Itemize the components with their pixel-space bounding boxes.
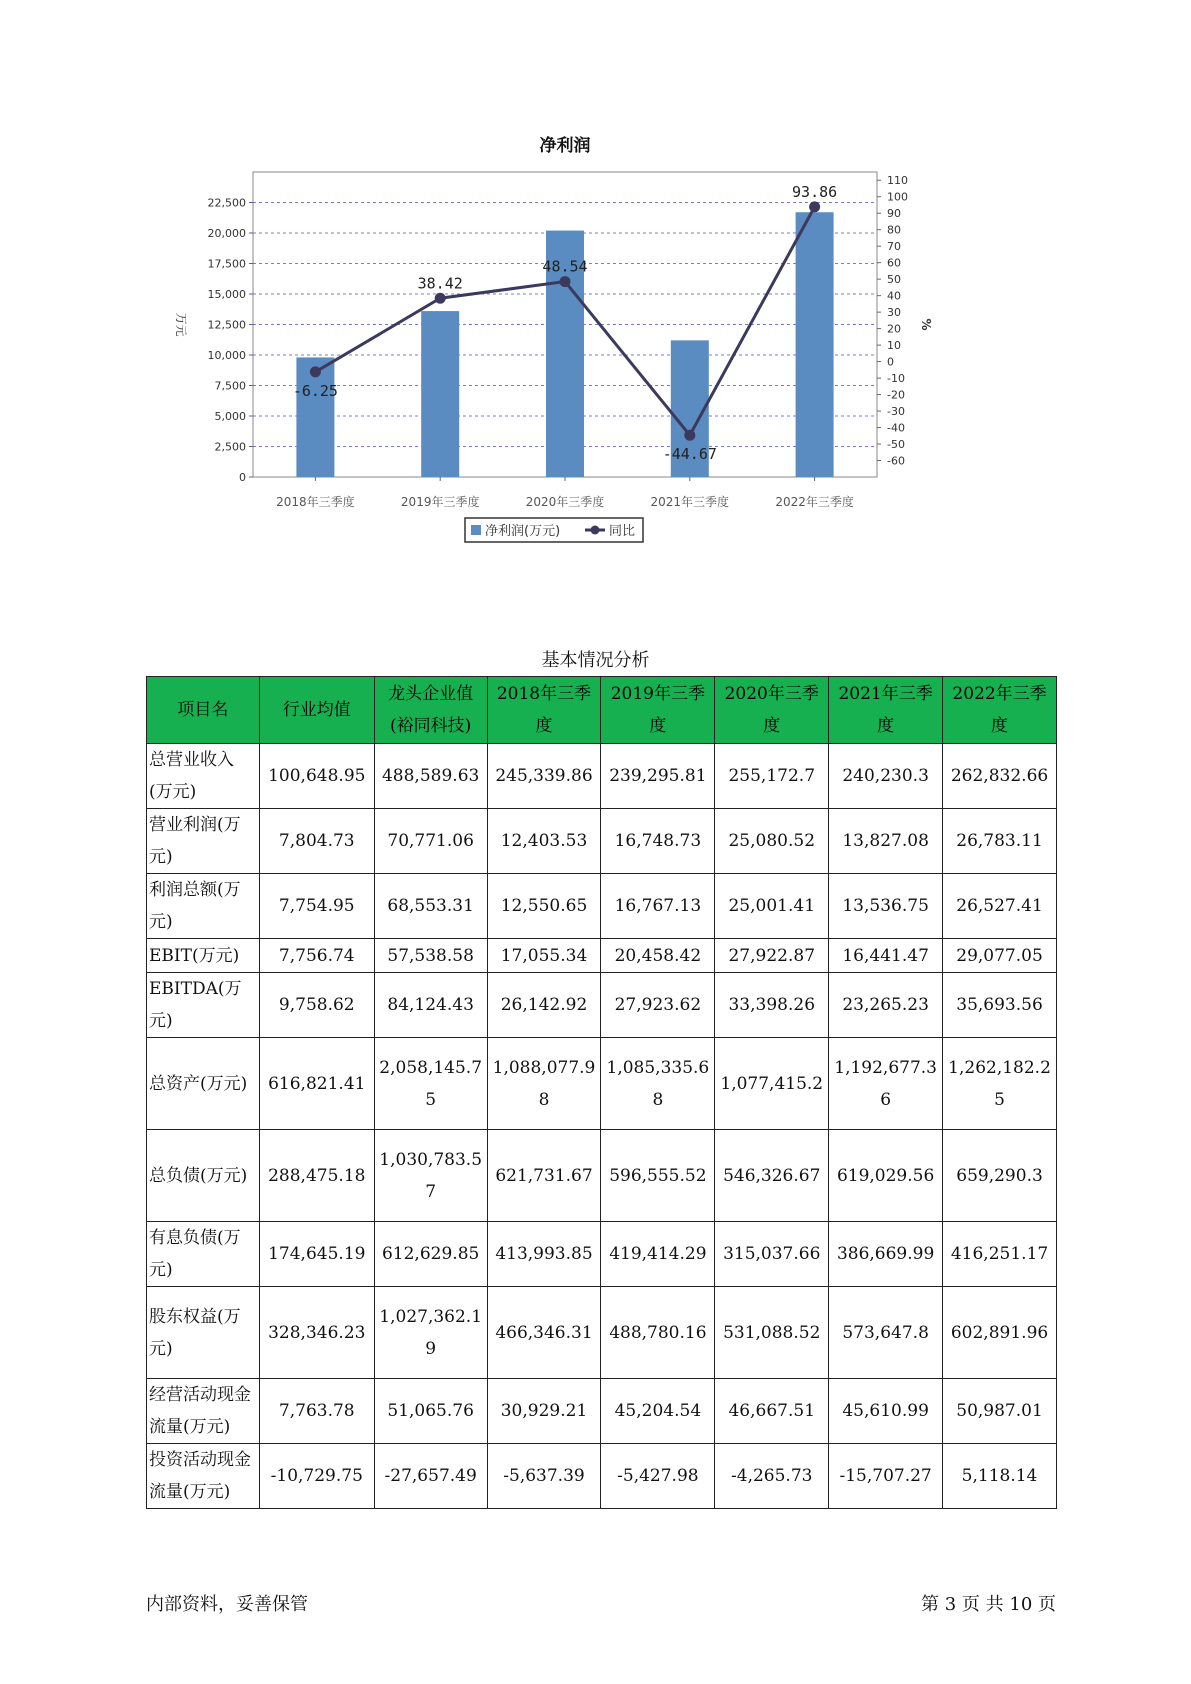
table-cell: -4,265.73 [715, 1444, 829, 1509]
table-cell: 488,780.16 [601, 1287, 715, 1379]
footer-page-number: 第 3 页 共 10 页 [921, 1594, 1056, 1615]
table-cell: 488,589.63 [374, 744, 487, 809]
right-tick-label: 20 [887, 322, 901, 336]
table-row [147, 1287, 1057, 1379]
table-cell: 621,731.67 [487, 1130, 601, 1222]
header-cell: 2018年三季度 [487, 677, 601, 744]
header-cell: 2021年三季度 [829, 677, 943, 744]
left-tick-label: 5,000 [214, 410, 246, 423]
right-tick-label: 100 [887, 190, 908, 204]
yoy-data-label: 38.42 [417, 274, 463, 293]
table-cell: 17,055.34 [487, 939, 601, 973]
table-cell: 9,758.62 [259, 973, 374, 1038]
table-cell: 16,767.13 [601, 874, 715, 939]
row-label: 股东权益(万元) [147, 1287, 260, 1379]
yoy-point [560, 276, 571, 287]
right-tick-label: -60 [887, 454, 905, 468]
table-cell: 46,667.51 [715, 1379, 829, 1444]
table-cell: 7,756.74 [259, 939, 374, 973]
right-tick-label: 40 [887, 289, 901, 303]
table-cell: 619,029.56 [829, 1130, 943, 1222]
yoy-data-label: 93.86 [792, 182, 838, 201]
table-cell: -5,427.98 [601, 1444, 715, 1509]
table-cell: 12,403.53 [487, 809, 601, 874]
table-cell: 1,085,335.68 [601, 1038, 715, 1130]
header-cell: 行业均值 [259, 677, 374, 744]
table-cell: 616,821.41 [259, 1038, 374, 1130]
left-tick-label: 20,000 [207, 227, 246, 240]
table-cell: 16,441.47 [829, 939, 943, 973]
table-cell: 13,827.08 [829, 809, 943, 874]
right-tick-label: 10 [887, 339, 901, 353]
legend-line-label: 同比 [609, 524, 636, 539]
yoy-point [435, 293, 446, 304]
row-label: EBITDA(万元) [147, 973, 260, 1038]
right-tick-label: 0 [887, 355, 894, 369]
yoy-point [684, 430, 695, 441]
table-cell: 245,339.86 [487, 744, 601, 809]
right-tick-label: 90 [887, 207, 901, 221]
table-cell: 612,629.85 [374, 1222, 487, 1287]
table-cell: 13,536.75 [829, 874, 943, 939]
yoy-data-label: 48.54 [542, 257, 588, 276]
table-cell: 50,987.01 [943, 1379, 1057, 1444]
table-cell: 68,553.31 [374, 874, 487, 939]
header-cell: 龙头企业值(裕同科技) [374, 677, 487, 744]
yoy-point [809, 201, 820, 212]
table-cell: 70,771.06 [374, 809, 487, 874]
row-label: 营业利润(万元) [147, 809, 260, 874]
table-cell: 25,080.52 [715, 809, 829, 874]
right-tick-label: 110 [887, 174, 908, 188]
table-cell: -15,707.27 [829, 1444, 943, 1509]
x-tick-label: 2018年三季度 [276, 495, 355, 509]
table-cell: 596,555.52 [601, 1130, 715, 1222]
table-cell: 26,783.11 [943, 809, 1057, 874]
table-cell: 27,923.62 [601, 973, 715, 1038]
table-cell: 26,527.41 [943, 874, 1057, 939]
table-cell: 1,192,677.36 [829, 1038, 943, 1130]
bar [421, 311, 459, 477]
x-tick-label: 2022年三季度 [775, 495, 854, 509]
table-cell: 255,172.7 [715, 744, 829, 809]
table-cell: 240,230.3 [829, 744, 943, 809]
table-cell: -27,657.49 [374, 1444, 487, 1509]
table-cell: 1,262,182.25 [943, 1038, 1057, 1130]
row-label: 总营业收入(万元) [147, 744, 260, 809]
row-label: 利润总额(万元) [147, 874, 260, 939]
table-cell: 16,748.73 [601, 809, 715, 874]
table-cell: 1,088,077.98 [487, 1038, 601, 1130]
table-cell: 2,058,145.75 [374, 1038, 487, 1130]
right-tick-label: 70 [887, 240, 901, 254]
chart-title: 净利润 [539, 136, 591, 156]
left-tick-label: 22,500 [207, 196, 246, 210]
yoy-point [310, 366, 321, 377]
table-cell: 5,118.14 [943, 1444, 1057, 1509]
table-cell: 386,669.99 [829, 1222, 943, 1287]
net-profit-chart [150, 135, 1050, 595]
table-cell: 413,993.85 [487, 1222, 601, 1287]
left-tick-label: 7,500 [214, 379, 246, 393]
footer-confidential-note: 内部资料，妥善保管 [146, 1594, 308, 1615]
table-cell: 30,929.21 [487, 1379, 601, 1444]
right-tick-label: 80 [887, 223, 901, 237]
table-cell: 25,001.41 [715, 874, 829, 939]
table-cell: 35,693.56 [943, 973, 1057, 1038]
left-tick-label: 10,000 [207, 349, 246, 362]
yoy-data-label: -44.67 [662, 445, 717, 464]
left-tick-label: 0 [239, 471, 246, 484]
table-cell: 51,065.76 [374, 1379, 487, 1444]
table-cell: 27,922.87 [715, 939, 829, 973]
table-cell: 23,265.23 [829, 973, 943, 1038]
table-cell: 315,037.66 [715, 1222, 829, 1287]
table-cell: 466,346.31 [487, 1287, 601, 1379]
basic-analysis-table [146, 676, 1057, 1509]
table-cell: 1,027,362.19 [374, 1287, 487, 1379]
table-cell: 573,647.8 [829, 1287, 943, 1379]
left-tick-label: 15,000 [207, 288, 246, 301]
row-label: 经营活动现金流量(万元) [147, 1379, 260, 1444]
x-tick-label: 2019年三季度 [400, 495, 480, 509]
table-header-row [147, 677, 1057, 744]
table-row [147, 1038, 1057, 1130]
right-tick-label: 50 [887, 273, 901, 287]
left-tick-label: 2,500 [214, 440, 246, 454]
header-cell: 2022年三季度 [943, 677, 1057, 744]
table-cell: -10,729.75 [259, 1444, 374, 1509]
table-cell: 26,142.92 [487, 973, 601, 1038]
left-axis-label: 万元 [174, 312, 188, 337]
left-tick-label: 12,500 [207, 318, 246, 332]
table-row [147, 1130, 1057, 1222]
table-cell: 239,295.81 [601, 744, 715, 809]
table-row [147, 744, 1057, 809]
row-label: 总负债(万元) [147, 1130, 260, 1222]
table-row [147, 1379, 1057, 1444]
bar [796, 212, 834, 477]
table-cell: 57,538.58 [374, 939, 487, 973]
table-cell: 100,648.95 [259, 744, 374, 809]
header-cell: 项目名 [147, 677, 260, 744]
right-tick-label: -50 [887, 438, 905, 452]
table-cell: 33,398.26 [715, 973, 829, 1038]
row-label: 总资产(万元) [147, 1038, 260, 1130]
table-cell: 20,458.42 [601, 939, 715, 973]
table-cell: 7,754.95 [259, 874, 374, 939]
table-row [147, 874, 1057, 939]
header-cell: 2020年三季度 [715, 677, 829, 744]
table-cell: 531,088.52 [715, 1287, 829, 1379]
right-tick-label: -10 [887, 372, 905, 386]
yoy-data-label: -6.25 [292, 381, 338, 400]
table-cell: 45,204.54 [601, 1379, 715, 1444]
table-cell: 262,832.66 [943, 744, 1057, 809]
legend-line-marker [591, 526, 600, 535]
table-cell: 29,077.05 [943, 939, 1057, 973]
table-cell: 416,251.17 [943, 1222, 1057, 1287]
table-cell: -5,637.39 [487, 1444, 601, 1509]
table-cell: 7,804.73 [259, 809, 374, 874]
table-cell: 7,763.78 [259, 1379, 374, 1444]
table-cell: 546,326.67 [715, 1130, 829, 1222]
table-row [147, 973, 1057, 1038]
table-cell: 1,077,415.2 [715, 1038, 829, 1130]
table-row [147, 1444, 1057, 1509]
right-axis-label: % [919, 318, 933, 331]
x-tick-label: 2020年三季度 [525, 495, 605, 509]
left-tick-label: 17,500 [207, 257, 246, 271]
legend-bar-swatch [471, 525, 481, 535]
table-title: 基本情况分析 [541, 650, 650, 671]
table-cell: 328,346.23 [259, 1287, 374, 1379]
x-tick-label: 2021年三季度 [650, 495, 730, 509]
table-row [147, 809, 1057, 874]
table-cell: 1,030,783.57 [374, 1130, 487, 1222]
header-cell: 2019年三季度 [601, 677, 715, 744]
right-tick-label: -40 [887, 421, 905, 435]
legend-bar-label: 净利润(万元) [485, 524, 561, 539]
table-cell: 659,290.3 [943, 1130, 1057, 1222]
row-label: 投资活动现金流量(万元) [147, 1444, 260, 1509]
table-cell: 419,414.29 [601, 1222, 715, 1287]
table-row [147, 1222, 1057, 1287]
table-cell: 174,645.19 [259, 1222, 374, 1287]
row-label: 有息负债(万元) [147, 1222, 260, 1287]
table-cell: 602,891.96 [943, 1287, 1057, 1379]
right-tick-label: -20 [887, 388, 905, 402]
right-tick-label: -30 [887, 405, 905, 419]
table-cell: 12,550.65 [487, 874, 601, 939]
table-cell: 288,475.18 [259, 1130, 374, 1222]
table-cell: 45,610.99 [829, 1379, 943, 1444]
table-cell: 84,124.43 [374, 973, 487, 1038]
table-row [147, 939, 1057, 973]
right-tick-label: 30 [887, 306, 901, 320]
row-label: EBIT(万元) [147, 939, 260, 973]
right-tick-label: 60 [887, 256, 901, 270]
